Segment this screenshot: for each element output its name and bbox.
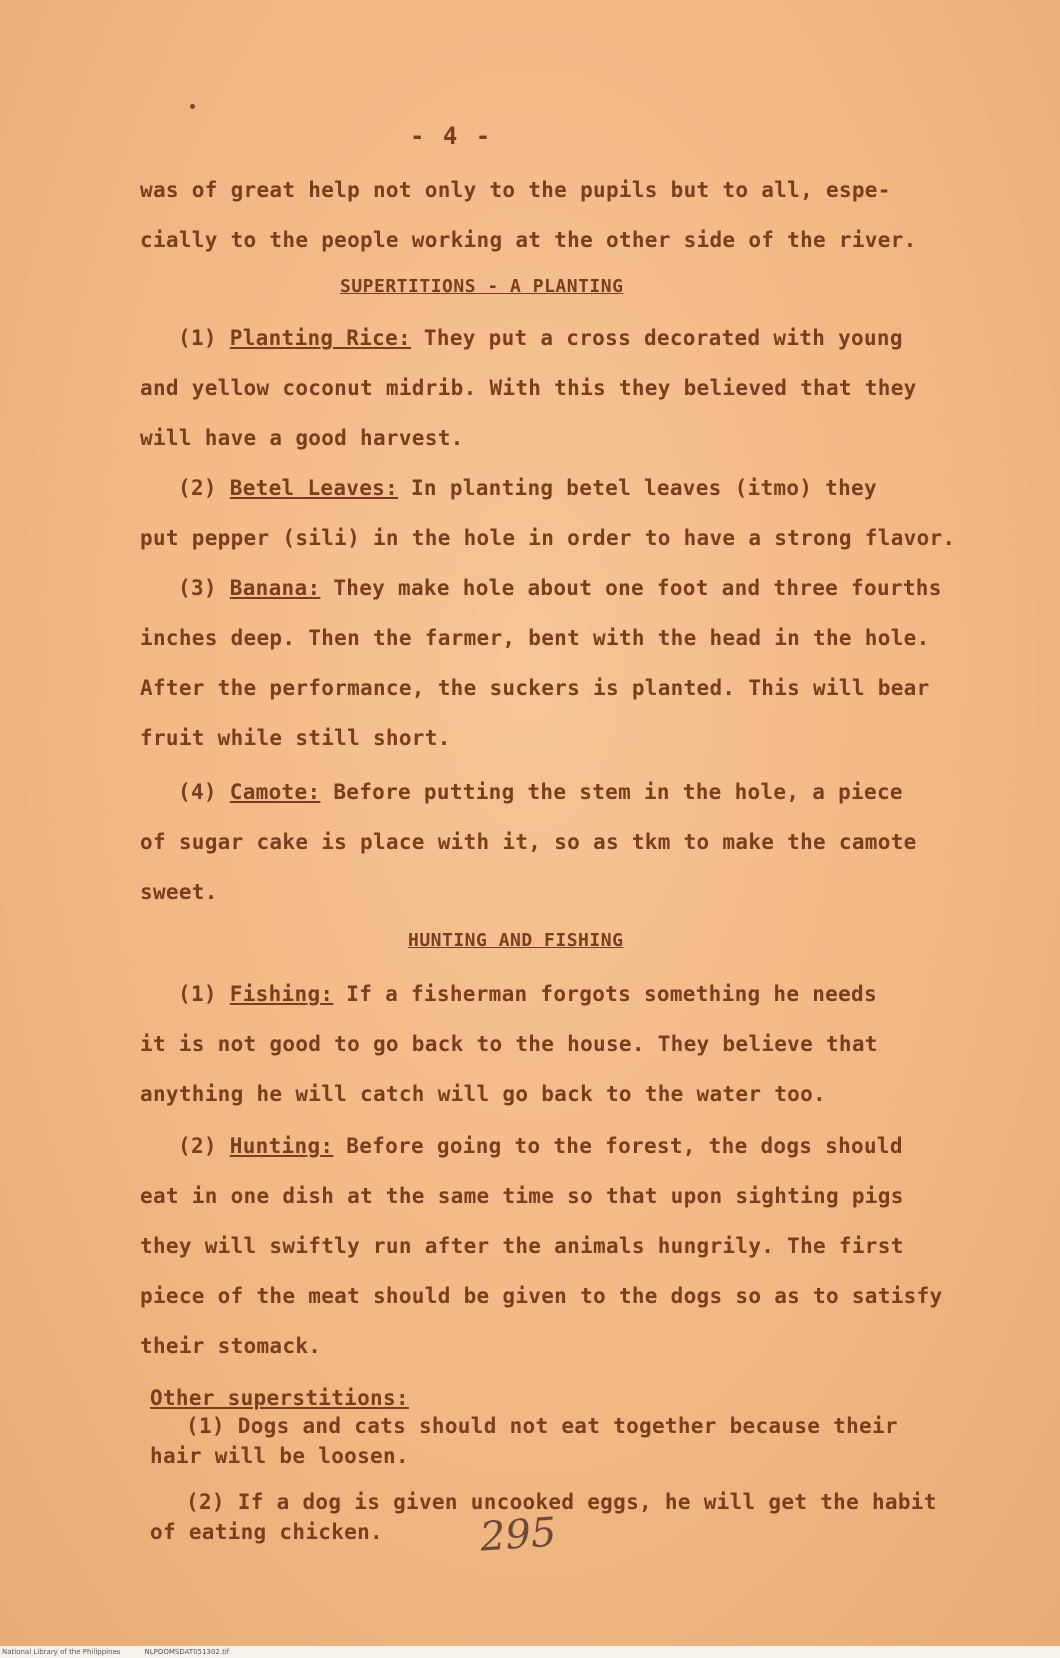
item-number: (1) — [178, 326, 230, 350]
item-number: (2) — [178, 1134, 230, 1158]
camote-line-3: sweet. — [140, 880, 218, 904]
item-text: In planting betel leaves (itmo) they — [398, 476, 877, 500]
fishing-line-1 — [178, 982, 877, 1006]
page-number: - 4 - — [410, 122, 493, 150]
item-text: Before going to the forest, the dogs should — [333, 1134, 903, 1158]
banana-line-3: After the performance, the suckers is planted. This will bear — [140, 676, 930, 700]
item-number: (4) — [178, 780, 230, 804]
hunting-line-1 — [178, 1134, 903, 1158]
item-text: Before putting the stem in the hole, a piece — [320, 780, 903, 804]
other-item-2-line-2: of eating chicken. — [150, 1520, 383, 1544]
item-number: (1) — [178, 982, 230, 1006]
item-label: Planting Rice: — [229, 326, 411, 350]
planting-rice-line-1 — [178, 326, 903, 350]
other-superstitions-heading: Other superstitions: — [150, 1386, 409, 1410]
banana-line-4: fruit while still short. — [140, 726, 451, 750]
item-label: Banana: — [229, 576, 321, 600]
hunting-line-5: their stomack. — [140, 1334, 322, 1358]
fishing-line-3: anything he will catch will go back to the water too. — [140, 1082, 826, 1106]
planting-rice-line-2: and yellow coconut midrib. With this they believed that they — [140, 376, 917, 400]
item-number: (2) — [178, 476, 230, 500]
intro-line-1: was of great help not only to the pupils but to all, espe- — [140, 178, 891, 202]
hunting-line-4: piece of the meat should be given to the dogs so as to satisfy — [140, 1284, 943, 1308]
other-item-1-line-1: (1) Dogs and cats should not eat together because their — [186, 1414, 898, 1438]
planting-rice-line-3: will have a good harvest. — [140, 426, 464, 450]
camote-line-2: of sugar cake is place with it, so as tkm to make the camote — [140, 830, 917, 854]
item-label: Betel Leaves: — [229, 476, 399, 500]
fishing-line-2: it is not good to go back to the house. They believe that — [140, 1032, 878, 1056]
item-label: Hunting: — [229, 1134, 334, 1158]
planting-heading: SUPERTITIONS - A PLANTING — [340, 276, 624, 297]
hunting-line-2: eat in one dish at the same time so that upon sighting pigs — [140, 1184, 904, 1208]
banana-line-1 — [178, 576, 942, 600]
item-text: If a fisherman forgots something he needs — [333, 982, 877, 1006]
betel-leaves-line-2: put pepper (sili) in the hole in order to have a strong flavor. — [140, 526, 956, 550]
item-text: They make hole about one foot and three fourths — [320, 576, 942, 600]
camote-line-1 — [178, 780, 903, 804]
footer-library: National Library of the Philippines — [2, 1648, 121, 1656]
scan-footer — [0, 1646, 1060, 1658]
hunting-line-3: they will swiftly run after the animals hungrily. The first — [140, 1234, 904, 1258]
handwritten-page-number: 295 — [478, 1509, 558, 1561]
item-text: They put a cross decorated with young — [410, 326, 903, 350]
footer-file-code: NLPOOMSDAT051302.tif — [144, 1648, 230, 1656]
other-item-2-line-1: (2) If a dog is given uncooked eggs, he will get the habit — [186, 1490, 937, 1514]
item-number: (3) — [178, 576, 230, 600]
hunting-fishing-heading: HUNTING AND FISHING — [408, 930, 624, 951]
intro-line-2: cially to the people working at the other side of the river. — [140, 228, 917, 252]
betel-leaves-line-1 — [178, 476, 877, 500]
banana-line-2: inches deep. Then the farmer, bent with the head in the hole. — [140, 626, 930, 650]
speck-mark — [190, 104, 195, 109]
other-item-1-line-2: hair will be loosen. — [150, 1444, 409, 1468]
item-label: Camote: — [229, 780, 321, 804]
item-label: Fishing: — [229, 982, 334, 1006]
